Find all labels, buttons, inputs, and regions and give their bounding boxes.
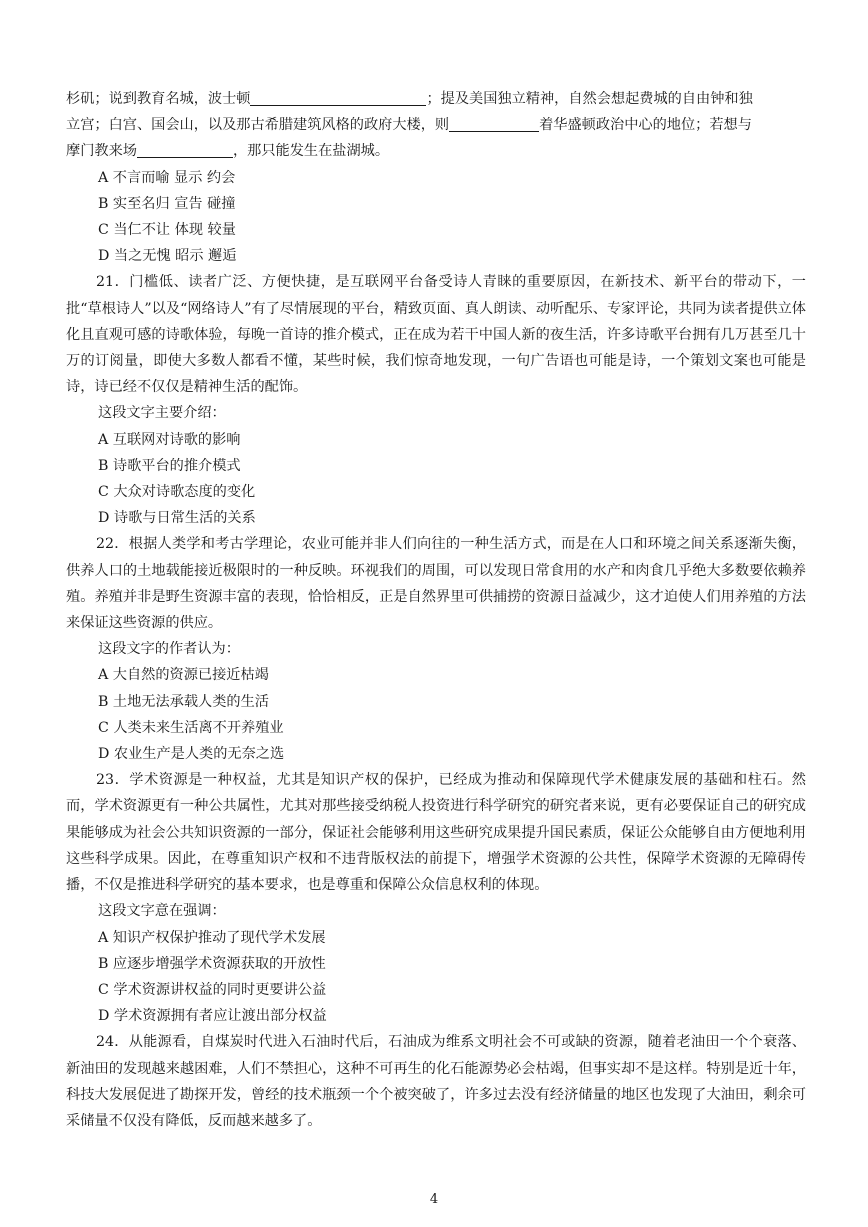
q21-stem: 这段文字主要介绍： — [98, 405, 226, 422]
page-number: 4 — [429, 1192, 439, 1207]
q20-blank-1 — [250, 89, 426, 106]
q20-blank-3 — [137, 141, 233, 158]
q21-option-c: C 大众对诗歌态度的变化 — [98, 484, 256, 501]
q23-stem: 这段文字意在强调： — [98, 903, 226, 920]
q23-option-d: D 学术资源拥有者应让渡出部分权益 — [98, 1008, 327, 1025]
q20-text-3a: 摩门教来场 — [66, 143, 137, 160]
q20-option-c: C 当仁不让 体现 较量 — [98, 222, 236, 239]
q21-option-d: D 诗歌与日常生活的关系 — [98, 510, 256, 527]
q20-text-1b: ；提及美国独立精神，自然会想起费城的自由钟和独 — [426, 91, 753, 107]
q21-option-a: A 互联网对诗歌的影响 — [98, 431, 241, 448]
q20-option-d: D 当之无愧 昭示 邂逅 — [98, 248, 237, 265]
q23-option-b: B 应逐步增强学术资源获取的开放性 — [98, 955, 326, 972]
q20-text-2b: 着华盛顿政治中心的地位；若想与 — [539, 117, 752, 134]
q22-option-b: B 土地无法承载人类的生活 — [98, 693, 269, 710]
q22-passage: 22．根据人类学和考古学理论，农业可能并非人们向往的一种生活方式，而是在人口和环境之间关系逐渐失衡，供养人口的土地载能接近极限时的一种反映。环视我们的周围，可以发现日常食用的水产和肉食几乎绝大多数要依赖养殖。养殖并非是野生资源丰富的表现，恰恰相反，正是自然界里可供捕捞的资源日益减少，这才迫使人们用养殖的方法来保证这些资源的供应。 — [66, 536, 806, 632]
q21-passage: 21．门槛低、读者广泛、方便快捷，是互联网平台备受诗人青睐的重要原因，在新技术、新平台的带动下，一批“草根诗人”以及“网络诗人”有了尽情展现的平台，精致页面、真人朗读、动听配乐、专家评论，共同为读者提供立体化且直观可感的诗歌体验，每晚一首诗的推介模式，正在成为若干中国人新的夜生活，许多诗歌平台拥有几万甚至几十万的订阅量，即使大多数人都看不懂，某些时候，我们惊奇地发现，一句广告语也可能是诗，一个策划文案也可能是诗，诗已经不仅仅是精神生活的配饰。 — [66, 274, 806, 396]
q23-passage: 23．学术资源是一种权益，尤其是知识产权的保护，已经成为推动和保障现代学术健康发展的基础和柱石。然而，学术资源更有一种公共属性，尤其对那些接受纳税人投资进行科学研究的研究者来说，更有必要保证自己的研究成果能够成为社会公共知识资源的一部分，保证社会能够利用这些研究成果提升国民素质，保证公众能够自由方便地利用这些科学成果。因此，在尊重知识产权和不违背版权法的前提下，增强学术资源的公共性，保障学术资源的无障碍传播，不仅是推进科学研究的基本要求，也是尊重和保障公众信息权利的体现。 — [66, 772, 806, 894]
q22-stem: 这段文字的作者认为： — [98, 641, 240, 658]
q24-passage: 24．从能源看，自煤炭时代进入石油时代后，石油成为维系文明社会不可或缺的资源，随着老油田一个个衰落、新油田的发现越来越困难，人们不禁担心，这种不可再生的化石能源势必会枯竭，但事实却不是这样。特别是近十年，科技大发展促进了勘探开发，曾经的技术瓶颈一个个被突破了，许多过去没有经济储量的地区也发现了大油田，剩余可采储量不仅没有降低，反而越来越多了。 — [66, 1034, 806, 1129]
q20-option-a: A 不言而喻 显示 约会 — [98, 169, 236, 186]
q20-blank-2 — [449, 115, 539, 132]
q23-option-a: A 知识产权保护推动了现代学术发展 — [98, 929, 326, 946]
q20-text-1a: 杉矶；说到教育名城，波士顿 — [66, 91, 251, 107]
page-content — [66, 86, 806, 1134]
q21-option-b: B 诗歌平台的推介模式 — [98, 457, 241, 474]
q22-option-c: C 人类未来生活离不开养殖业 — [98, 719, 284, 736]
q22-option-a: A 大自然的资源已接近枯竭 — [98, 667, 269, 684]
q20-option-b: B 实至名归 宣告 碰撞 — [98, 195, 236, 212]
q20-text-2a: 立宫；白宫、国会山，以及那古希腊建筑风格的政府大楼，则 — [66, 117, 450, 134]
q20-passage-continued — [66, 86, 806, 165]
q22-option-d: D 农业生产是人类的无奈之选 — [98, 746, 285, 763]
q23-option-c: C 学术资源讲权益的同时更要讲公益 — [98, 981, 327, 998]
q20-text-3b: ，那只能发生在盐湖城。 — [232, 143, 390, 160]
